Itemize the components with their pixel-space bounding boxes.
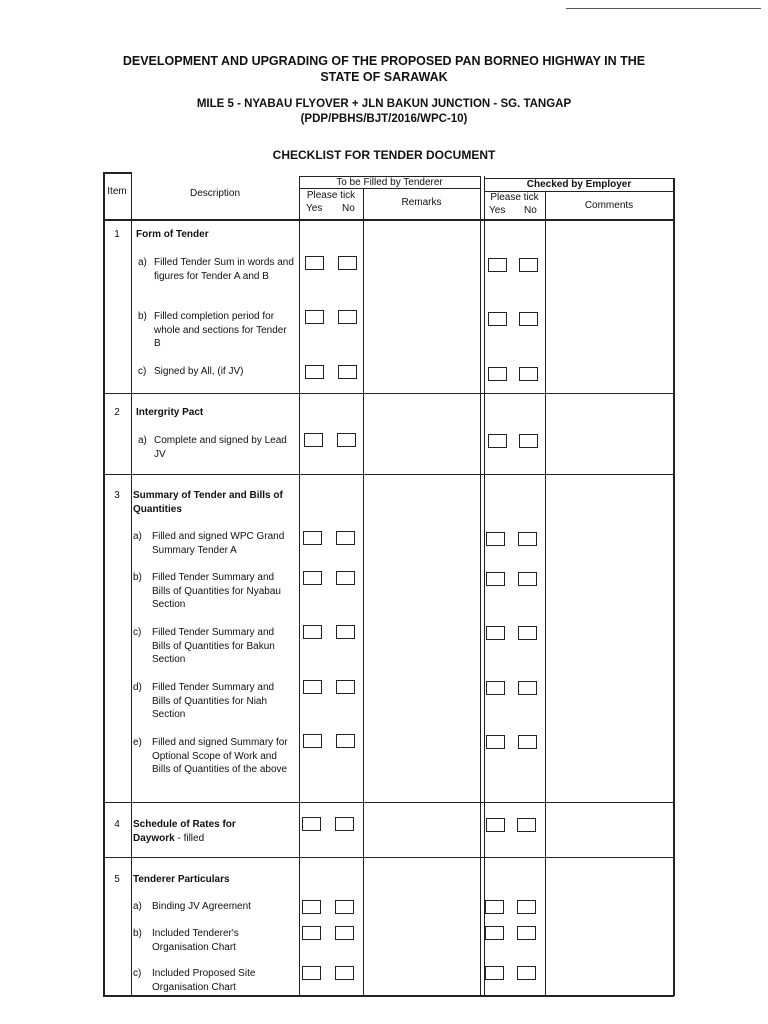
employer-no-checkbox[interactable] <box>518 681 537 695</box>
employer-yes-checkbox[interactable] <box>488 434 507 448</box>
tenderer-yes-checkbox[interactable] <box>303 571 322 585</box>
employer-yes-checkbox[interactable] <box>488 258 507 272</box>
employer-no-checkbox[interactable] <box>518 532 537 546</box>
employer-yes-checkbox[interactable] <box>485 966 504 980</box>
tenderer-no-checkbox[interactable] <box>338 256 357 270</box>
tenderer-no-checkbox[interactable] <box>336 734 355 748</box>
section-number: 5 <box>114 874 120 885</box>
subtitle-line-2: (PDP/PBHS/BJT/2016/WPC-10) <box>300 113 468 125</box>
item-marker: c) <box>133 968 142 979</box>
employer-no-label: No <box>524 205 537 216</box>
subtitle-line-1: MILE 5 - NYABAU FLYOVER + JLN BAKUN JUNCTION - SG. TANGAP <box>196 98 572 110</box>
item-marker: b) <box>138 311 147 322</box>
tenderer-yes-checkbox[interactable] <box>303 680 322 694</box>
item-marker: a) <box>138 257 147 268</box>
employer-group-header: Checked by Employer <box>526 179 632 190</box>
checklist-item-text: Filled Tender Summary and Bills of Quantities for Niah Section <box>152 682 275 720</box>
section-title: Form of Tender <box>136 229 209 240</box>
employer-yes-checkbox[interactable] <box>486 818 505 832</box>
tenderer-no-checkbox[interactable] <box>338 365 357 379</box>
item-marker: b) <box>133 928 142 939</box>
item-marker: a) <box>133 531 142 542</box>
employer-no-checkbox[interactable] <box>518 626 537 640</box>
remarks-column-header: Remarks <box>401 197 442 208</box>
employer-no-checkbox[interactable] <box>517 900 536 914</box>
tenderer-yes-checkbox[interactable] <box>302 900 321 914</box>
checklist-item-text: Filled and signed Summary for Optional Scope of Work and Bills of Quantities of the above <box>152 737 288 775</box>
tenderer-yes-checkbox[interactable] <box>305 310 324 324</box>
employer-no-checkbox[interactable] <box>519 434 538 448</box>
section-title: Tenderer Particulars <box>133 874 230 885</box>
employer-yes-checkbox[interactable] <box>486 626 505 640</box>
checklist-item-text: Complete and signed by Lead JV <box>154 435 287 460</box>
employer-yes-label: Yes <box>489 205 506 216</box>
employer-no-checkbox[interactable] <box>518 572 537 586</box>
comments-column-header: Comments <box>584 200 634 211</box>
employer-yes-checkbox[interactable] <box>486 532 505 546</box>
item-marker: c) <box>133 627 142 638</box>
employer-no-checkbox[interactable] <box>519 258 538 272</box>
tenderer-no-checkbox[interactable] <box>336 571 355 585</box>
employer-no-checkbox[interactable] <box>517 966 536 980</box>
tenderer-no-checkbox[interactable] <box>335 966 354 980</box>
tenderer-please-tick: Please tick <box>306 190 356 201</box>
section-title-block <box>133 818 273 845</box>
item-marker: c) <box>138 366 147 377</box>
item-marker: e) <box>133 737 142 748</box>
employer-no-checkbox[interactable] <box>518 735 537 749</box>
checklist-item-text: Binding JV Agreement <box>152 901 251 912</box>
checklist-item-text: Included Tenderer's Organisation Chart <box>152 928 239 953</box>
item-marker: a) <box>138 435 147 446</box>
tenderer-yes-checkbox[interactable] <box>302 817 321 831</box>
item-marker: b) <box>133 572 142 583</box>
section-title-suffix: - filled <box>174 832 205 844</box>
item-marker: d) <box>133 682 142 693</box>
description-column-header: Description <box>189 188 241 199</box>
employer-please-tick: Please tick <box>490 192 539 203</box>
employer-yes-checkbox[interactable] <box>486 735 505 749</box>
tenderer-yes-label: Yes <box>306 203 323 214</box>
employer-yes-checkbox[interactable] <box>486 681 505 695</box>
tenderer-no-checkbox[interactable] <box>335 926 354 940</box>
item-marker: a) <box>133 901 142 912</box>
checklist-item-text: Filled Tender Summary and Bills of Quantities for Bakun Section <box>152 627 275 665</box>
section-title: Intergrity Pact <box>136 407 204 418</box>
section-title: Schedule of Rates for Daywork <box>133 819 236 844</box>
section-number: 2 <box>114 407 120 418</box>
section-title: Summary of Tender and Bills of Quantities <box>133 490 283 515</box>
checklist-item-text: Included Proposed Site Organisation Chart <box>152 968 256 993</box>
employer-yes-checkbox[interactable] <box>488 312 507 326</box>
project-subtitle <box>0 97 768 127</box>
tenderer-group-header: To be Filled by Tenderer <box>336 177 443 188</box>
tenderer-yes-checkbox[interactable] <box>305 365 324 379</box>
employer-yes-checkbox[interactable] <box>486 572 505 586</box>
document-title <box>0 53 768 85</box>
employer-yes-checkbox[interactable] <box>488 367 507 381</box>
checklist-item-text: Filled completion period for whole and sections for Tender B <box>154 311 287 349</box>
tenderer-no-checkbox[interactable] <box>338 310 357 324</box>
tenderer-yes-checkbox[interactable] <box>303 625 322 639</box>
checklist-item-text: Signed by All, (if JV) <box>154 366 244 377</box>
section-number: 3 <box>114 490 120 501</box>
tenderer-no-checkbox[interactable] <box>335 900 354 914</box>
tenderer-no-checkbox[interactable] <box>336 625 355 639</box>
tenderer-no-checkbox[interactable] <box>337 433 356 447</box>
top-right-rule <box>566 8 761 9</box>
title-line-2: STATE OF SARAWAK <box>320 70 448 84</box>
employer-no-checkbox[interactable] <box>519 367 538 381</box>
tenderer-yes-checkbox[interactable] <box>302 966 321 980</box>
title-line-1: DEVELOPMENT AND UPGRADING OF THE PROPOSED PAN BORNEO HIGHWAY IN THE <box>122 54 646 68</box>
tenderer-yes-checkbox[interactable] <box>302 926 321 940</box>
checklist-item-text: Filled Tender Sum in words and figures for Tender A and B <box>154 257 294 282</box>
tenderer-no-checkbox[interactable] <box>336 531 355 545</box>
tenderer-no-checkbox[interactable] <box>335 817 354 831</box>
tenderer-yes-checkbox[interactable] <box>303 531 322 545</box>
tenderer-yes-checkbox[interactable] <box>303 734 322 748</box>
tenderer-no-checkbox[interactable] <box>336 680 355 694</box>
employer-yes-checkbox[interactable] <box>485 926 504 940</box>
checklist-item-text: Filled and signed WPC Grand Summary Tender A <box>152 531 285 556</box>
employer-no-checkbox[interactable] <box>517 818 536 832</box>
item-column-header: Item <box>107 186 127 197</box>
checklist-title: CHECKLIST FOR TENDER DOCUMENT <box>272 148 496 162</box>
tenderer-yes-checkbox[interactable] <box>304 433 323 447</box>
tenderer-no-label: No <box>342 203 355 214</box>
tenderer-yes-checkbox[interactable] <box>305 256 324 270</box>
employer-no-checkbox[interactable] <box>519 312 538 326</box>
employer-no-checkbox[interactable] <box>517 926 536 940</box>
checklist-item-text: Filled Tender Summary and Bills of Quantities for Nyabau Section <box>152 572 281 610</box>
employer-yes-checkbox[interactable] <box>485 900 504 914</box>
section-number: 4 <box>114 819 120 830</box>
section-number: 1 <box>114 229 120 240</box>
